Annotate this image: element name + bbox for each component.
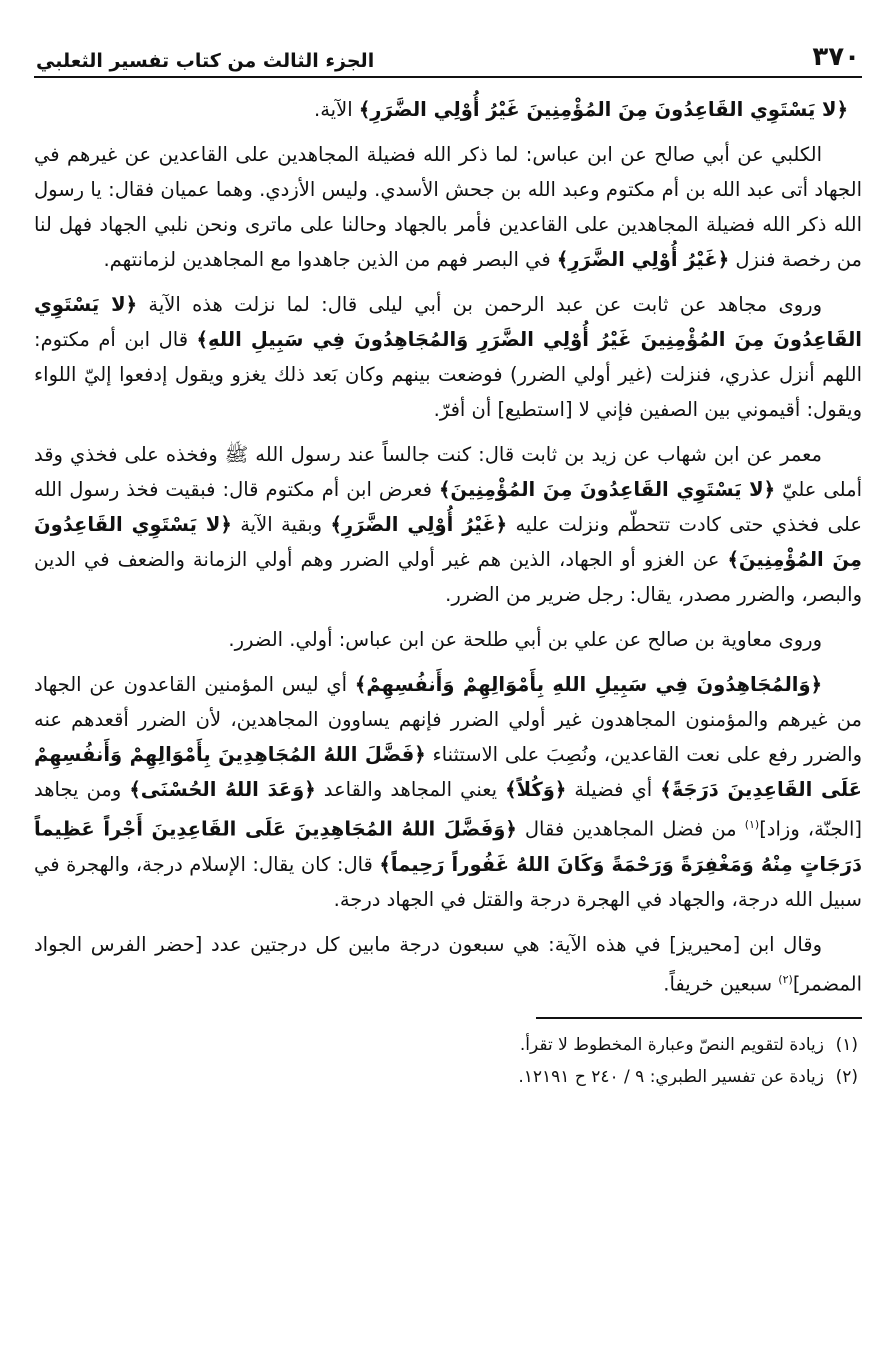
footnotes xyxy=(34,1029,862,1093)
footnote-number: (٢) xyxy=(835,1067,858,1087)
text-run: معمر عن ابن شهاب عن زيد بن ثابت قال: كنت جالساً عند رسول الله ﷺ وفخذه على فخذي وقد أملى عليّ xyxy=(34,443,862,501)
quran-quote: ﴿وَالمُجَاهِدُونَ فِي سَبِيلِ اللهِ بِأَمْوَالِهِمْ وَأَنفُسِهِمْ﴾ xyxy=(354,673,823,696)
quran-quote: ﴿غَيْرُ أُوْلِي الضَّرَرِ﴾ xyxy=(556,248,730,271)
quran-quote: ﴿فَضَّلَ اللهُ المُجَاهِدِينَ بِأَمْوَالِهِمْ وَأَنفُسِهِمْ عَلَى القَاعِدِينَ دَرَجَةً﴾ xyxy=(34,743,862,801)
quran-quote: ﴿وَكُلاً﴾ xyxy=(505,778,567,801)
text-run: وروى معاوية بن صالح عن علي بن أبي طلحة عن ابن عباس: أولي. الضرر. xyxy=(228,628,822,651)
body-text xyxy=(34,92,862,1001)
footnote-text: زيادة لتقويم النصّ وعبارة المخطوط لا تقرأ. xyxy=(519,1035,824,1055)
quran-quote: ﴿لا يَسْتَوِي القَاعِدُونَ مِنَ المُؤْمِنِينَ﴾ xyxy=(34,513,863,571)
quran-quote: ﴿غَيْرُ أُوْلِي الضَّرَرِ﴾ xyxy=(330,513,508,536)
quran-quote: ﴿وَعَدَ اللهُ الحُسْنَى﴾ xyxy=(129,778,316,801)
paragraph xyxy=(34,667,862,917)
quran-quote: ﴿وَفَضَّلَ اللهُ المُجَاهِدِينَ عَلَى القَاعِدِينَ أَجْراً عَظِيماً دَرَجَاتٍ مِنْهُ وَمَغْفِرَةً وَرَحْمَةً وَكَانَ اللهُ غَفُوراً رَحِيماً﴾ xyxy=(34,817,862,876)
paragraph xyxy=(34,437,862,612)
paragraph xyxy=(34,927,862,1002)
text-run: قال ابن أم مكتوم: اللهم أنزل عذري، فنزلت (غير أولي الضرر) فوضعت بينهم وكان بَعد ذلك يغزو ويقول إدفعوا إليّ اللواء ويقول: أقيموني بين الصفين فإني لا [استطيع] أن أفرّ. xyxy=(34,328,862,421)
footnote xyxy=(34,1029,862,1061)
running-title: الجزء الثالث من كتاب تفسير الثعلبي xyxy=(36,50,375,72)
quran-quote: ﴿لا يَسْتَوِي القَاعِدُونَ مِنَ المُؤْمِنِينَ﴾ xyxy=(438,478,776,501)
text-run: فعرض ابن أم مكتوم قال: فبقيت فخذ رسول الله على فخذي حتى كادت تتحطّم ونزلت عليه xyxy=(34,478,862,536)
text-run: أي فضيلة xyxy=(566,778,661,801)
page-number: ٣٧٠ xyxy=(812,42,860,72)
quran-quote: ﴿لا يَسْتَوِي القَاعِدُونَ مِنَ المُؤْمِنِينَ غَيْرُ أُوْلِي الضَّرَرِ وَالمُجَاهِدُونَ فِي سَبِيلِ اللهِ﴾ xyxy=(34,293,862,351)
text-run: الآية. xyxy=(314,98,359,121)
paragraph xyxy=(34,92,862,127)
text-run: قال: كان يقال: الإسلام درجة، والهجرة في سبيل الله درجة، والجهاد في الهجرة درجة والقتل في الجهاد درجة. xyxy=(34,852,862,911)
paragraph xyxy=(34,287,862,427)
text-run: وروى مجاهد عن ثابت عن عبد الرحمن بن أبي ليلى قال: لما نزلت هذه الآية xyxy=(137,293,822,316)
text-run: يعني المجاهد والقاعد xyxy=(315,778,506,801)
book-page xyxy=(34,36,862,1336)
footnote-marker: (٢) xyxy=(778,972,793,986)
text-run: الكلبي عن أبي صالح عن ابن عباس: لما ذكر الله فضيلة المجاهدين على القاعدين عن غيرهم في الجهاد أتى عبد الله بن أم مكتوم وعبد الله بن جحش الأسدي. وليس الأزدي. وهما عميان فقال: يا رسول الله ذكر الله فضيلة المجاهدين على القاعدين فأمر بالجهاد وحالنا على ماترى ونحن نلبي الجهاد فهل لنا من رخصة فنزل xyxy=(34,143,862,271)
text-run: في البصر فهم من الذين جاهدوا مع المجاهدين لزمانتهم. xyxy=(103,248,557,271)
quran-quote: ﴿لا يَسْتَوِي القَاعِدُونَ مِنَ المُؤْمِنِينَ غَيْرُ أُوْلِي الضَّرَرِ﴾ xyxy=(358,98,848,121)
paragraph xyxy=(34,137,862,277)
text-run: وقال ابن [محيريز] في هذه الآية: هي سبعون درجة مابين كل درجتين عدد [حضر الفرس الجواد المضمر] xyxy=(34,932,862,995)
text-run: وبقية الآية xyxy=(231,513,331,536)
footnote-marker: (١) xyxy=(744,818,760,831)
footnote-divider xyxy=(536,1017,862,1019)
text-run: سبعين خريفاً. xyxy=(663,972,779,995)
footnote-number: (١) xyxy=(835,1035,858,1055)
page-header xyxy=(34,36,862,78)
text-run: أي ليس المؤمنين القاعدون عن الجهاد من غيرهم والمؤمنون المجاهدون غير أولي الضرر فإنهم يساوون المجاهدين، لأن الضرر أقعدهم عنه والضرر رفع على نعت القاعدين، ونُصِبَ على الاستثناء xyxy=(34,673,862,766)
text-run: عن الغزو أو الجهاد، الذين هم غير أولي الضرر وهم أولي الزمانة والضعف في الدين والبصر، والضرر مصدر، يقال: رجل ضرير من الضرر. xyxy=(34,548,862,606)
text-run: من فضل المجاهدين فقال xyxy=(516,817,745,841)
footnote xyxy=(34,1061,862,1093)
text-run: ومن يجاهد [الجنّة، وزاد] xyxy=(34,778,862,841)
paragraph xyxy=(34,622,862,657)
footnote-text: زيادة عن تفسير الطبري: ٩ / ٢٤٠ ح ١٢١٩١. xyxy=(518,1067,824,1087)
